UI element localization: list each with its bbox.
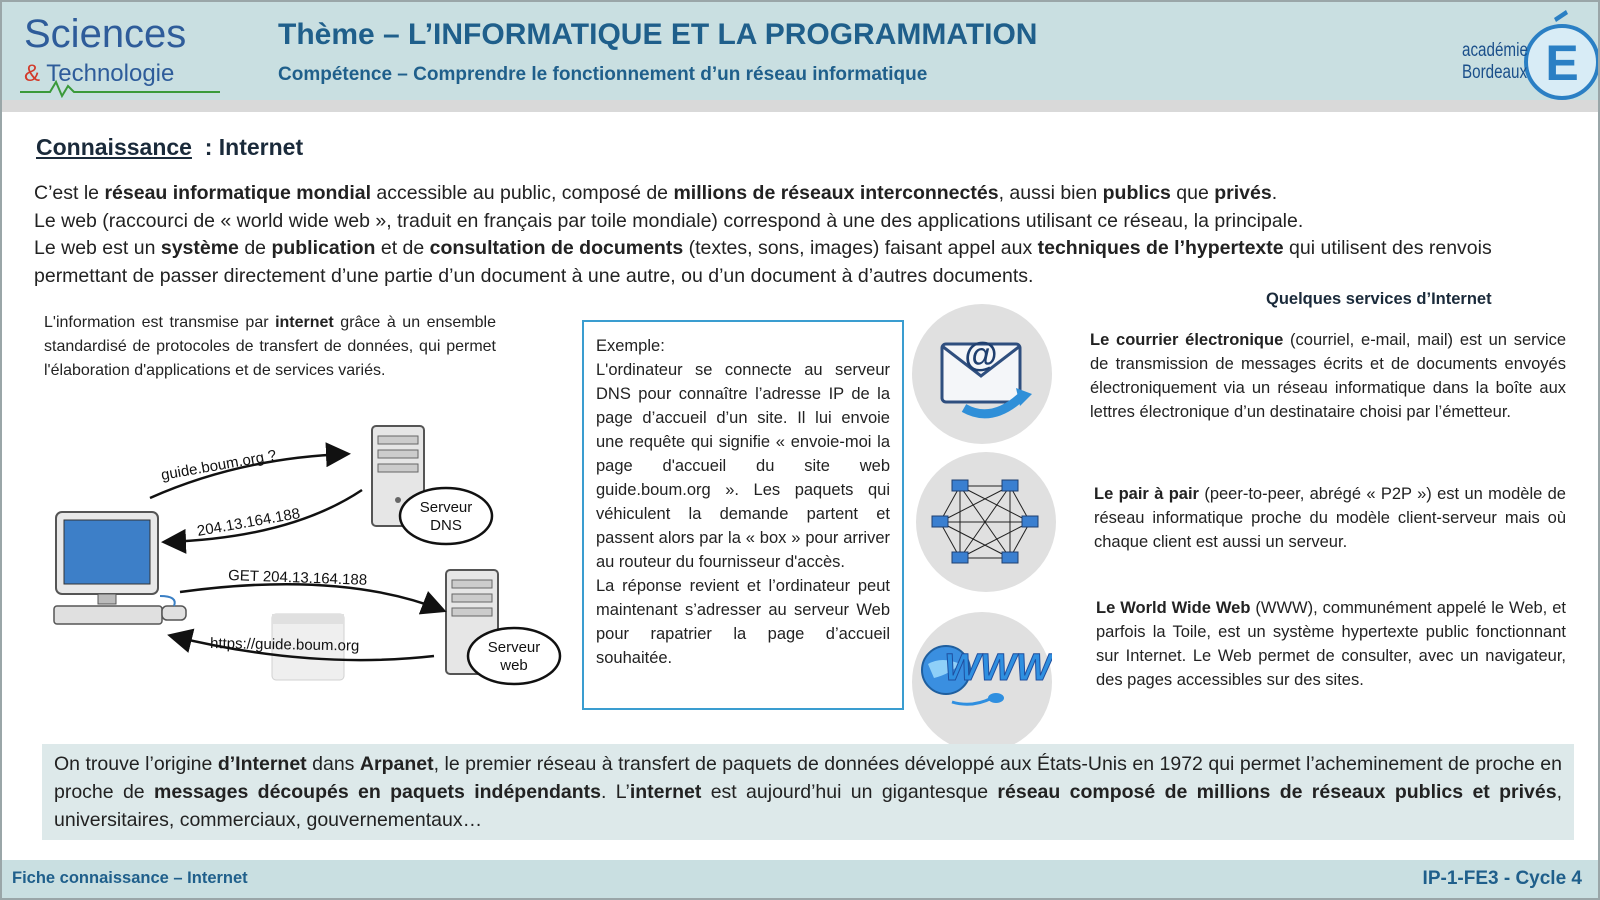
services-title: Quelques services d’Internet xyxy=(1266,290,1492,308)
intro-paragraph-3: Le web est un système de publication et de consultation de documents (textes, sons, images) faisant appel aux techniques de l’hypertexte qui utilisent des renvois permettant de passer directement d’une partie d’un document à une autre, ou d’un document à d’autres documents. xyxy=(34,237,1492,287)
page-title: Thème – L’INFORMATIQUE ET LA PROGRAMMATION xyxy=(278,18,1038,51)
p2p-network-icon xyxy=(916,452,1056,592)
www-globe-icon xyxy=(912,612,1052,752)
example-heading: Exemple: xyxy=(596,337,665,355)
section-label: Connaissance xyxy=(36,134,192,160)
dns-request-label: guide.boum.org ? xyxy=(159,446,278,484)
sciences-technologie-logo xyxy=(20,10,220,96)
service-p2p-text: Le pair à pair (peer-to-peer, abrégé « P2P ») est un modèle de réseau informatique proche du modèle client-serveur mais où chaque client est aussi un serveur. xyxy=(1094,485,1566,551)
transmission-paragraph: L'information est transmise par internet grâce à un ensemble standardisé de protocoles de transfert de données, qui permet l'élaboration d'applications et de services variés. xyxy=(44,314,496,379)
service-www-text: Le World Wide Web (WWW), communément appelé le Web, et parfois la Toile, est un système hypertexte public fonctionnant sur Internet. Le Web permet de consulter, avec un navigateur, des pages accessibles sur des sites. xyxy=(1096,599,1566,689)
dns-label-line2: DNS xyxy=(430,517,462,534)
header-bar xyxy=(2,2,1598,100)
footer-sheet-title: Fiche connaissance – Internet xyxy=(12,869,248,887)
email-service-circle xyxy=(912,304,1052,444)
page-subtitle: Compétence – Comprendre le fonctionnement d’un réseau informatique xyxy=(278,64,928,85)
email-icon xyxy=(912,304,1052,444)
dns-web-diagram xyxy=(50,420,580,710)
section-value: : Internet xyxy=(204,134,304,160)
svg-text:@: @ xyxy=(964,336,998,374)
academie-bordeaux-logo xyxy=(1462,6,1598,100)
example-box xyxy=(582,320,904,710)
logo-sciences-text: Sciences xyxy=(24,12,187,56)
p2p-service-circle xyxy=(916,452,1056,592)
web-label-bubble xyxy=(468,628,560,684)
intro-text xyxy=(34,180,1574,290)
svg-text:WWW: WWW xyxy=(944,647,1052,689)
academie-text: académie Bordeaux xyxy=(1462,40,1528,83)
arpanet-history-box: On trouve l’origine d’Internet dans Arpanet, le premier réseau à transfert de paquets de données développé aux États-Unis en 1972 qui permet l’acheminement de proche en proche de messages découpés en paquets indépendants. L’internet est aujourd’hui un gigantesque réseau composé de millions de réseaux publics et privés, universitaires, commerciaux, gouvernementaux… xyxy=(42,744,1574,840)
intro-paragraph-2: Le web (raccourci de « world wide web », traduit en français par toile mondiale) correspond à une des applications utilisant ce réseau, la principale. xyxy=(34,209,1304,232)
section-heading xyxy=(36,134,303,161)
web-label-line2: web xyxy=(500,657,528,674)
header-separator xyxy=(2,100,1598,112)
footer-bar xyxy=(2,860,1598,898)
intro-paragraph-1: C’est le réseau informatique mondial accessible au public, composé de millions de réseaux interconnectés, aussi bien publics que privés. xyxy=(34,182,1278,204)
www-service-circle xyxy=(912,612,1052,752)
svg-text:E: E xyxy=(1545,35,1579,91)
dns-label-bubble xyxy=(400,488,492,544)
arrow-web-request xyxy=(180,584,442,610)
logo-technologie-text: & Technologie xyxy=(24,60,175,87)
footer-sheet-code: IP-1-FE3 - Cycle 4 xyxy=(1422,868,1582,889)
service-email-text: Le courrier électronique (courriel, e-mail, mail) est un service de transmission de messages écrits et de documents envoyés électroniquement via un réseau informatique dans la boîte aux lettres électronique d’un destinataire choisi par l’émetteur. xyxy=(1090,331,1566,421)
web-label-line1: Serveur xyxy=(487,639,541,656)
example-paragraph-2: La réponse revient et l’ordinateur peut maintenant s’adresser au serveur Web pour rapatrier la page d’accueil souhaitée. xyxy=(596,577,890,667)
example-paragraph-1: L'ordinateur se connecte au serveur DNS pour connaître l’adresse IP de la page d’accueil d’un site. Il lui envoie une requête qui signifie « envoie-moi la page d'accueil du site web guide.boum.org ». Les paquets qui véhiculent la demande partent et passent alors par la « box » pour arriver au routeur du fournisseur d'accès. xyxy=(596,361,890,571)
web-reply-label: https://guide.boum.org xyxy=(209,635,360,655)
computer-icon xyxy=(54,512,186,624)
dns-label-line1: Serveur xyxy=(419,499,473,516)
dns-reply-label: 204.13.164.188 xyxy=(195,505,302,540)
web-request-label: GET 204.13.164.188 xyxy=(227,567,368,589)
logo-pulse-line xyxy=(20,78,220,98)
